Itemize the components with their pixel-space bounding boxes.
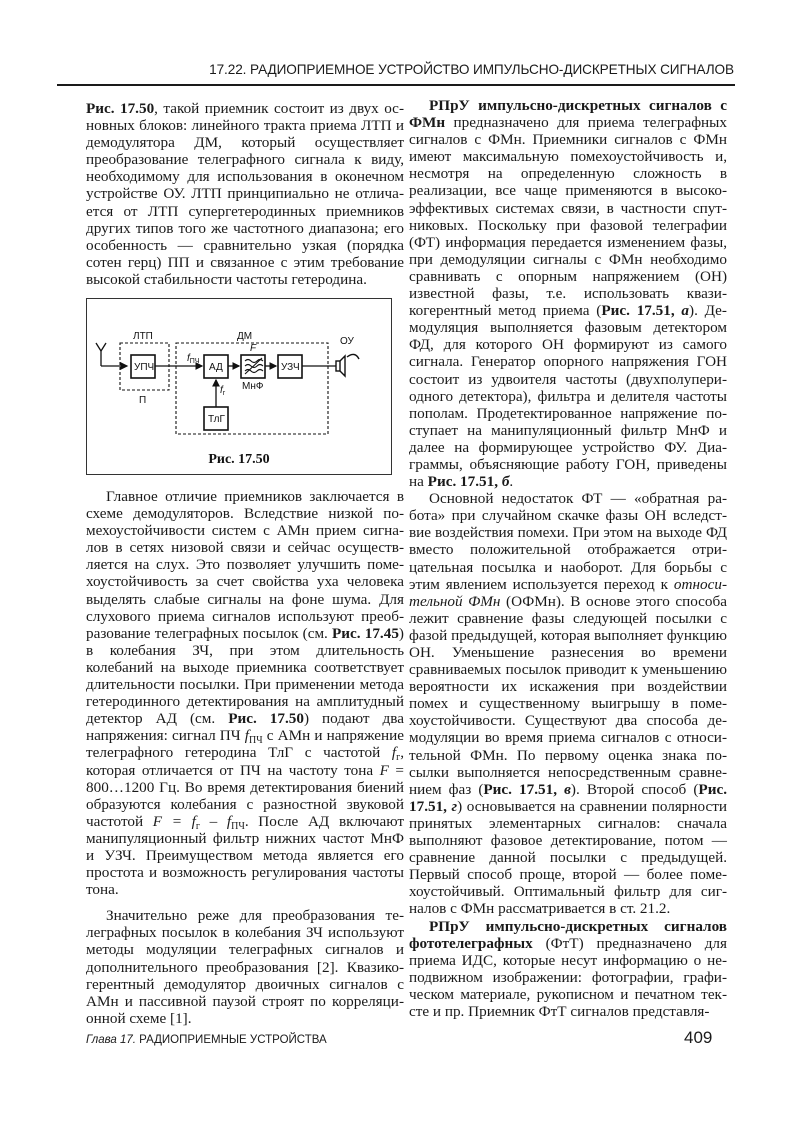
footer-chapter: Глава 17. РАДИОПРИЕМНЫЕ УСТРОЙСТВА <box>86 1034 327 1046</box>
paragraph-phototelegraph: РПрУ импульсно-дискретных сигналов фототелеграфных (ФтТ) предназначено для приема ИДС, которые несут информацию о неподвижном изображении: фотографии, графическом материале, рукописном и печатном тексте и пр. Приемник ФтТ сигналов представля- <box>409 917 727 1020</box>
paragraph-demodulators: Главное отличие приемников заключается в схеме демодуляторов. Вследствие низкой помехоустойчивости систем с АМн прием сигналов в сетях низовой связи и сейчас осуществляется на слух. Это позволяет улучшить помехоустойчивость за счет свойства уха человека выделять слабые сигналы на фоне шума. Для слухового приема сигналов используют преобразование телеграфных посылок (см. Рис. 17.45) в колебания ЗЧ, при этом длительность колебаний на выходе приемника соответствует длительности посылки. При применении метода гетеродинного детектирования на амплитудный детектор АД (см. Рис. 17.50) подают два напряжения: сигнал ПЧ $f_{ПЧ}$ с АМн и напряжение телеграфного гетеродина ТлГ с частотой $f_г$, которая отличается от ПЧ на частоту тона F = 800…1200 Гц. Во время детектирования биений образуются колебания с разностной звуковой частотой $F = f_г - f_{ПЧ}$. После АД включают манипуляционный фильтр нижних частот МнФ и УЗЧ. Преимуществом метода является его простота и возможность регулирования частоты тона. <box>86 488 405 899</box>
ltp-label: ЛТП <box>133 331 153 342</box>
page-number: 409 <box>684 1028 713 1047</box>
antenna-icon <box>96 343 127 366</box>
upch-label: УПЧ <box>134 362 155 373</box>
paragraph-modulation-methods: Значительно реже для преобразования телеграфных посылок в колебания ЗЧ используют методы модуляции телеграфных сигналов и дополнительного преобразования [2]. Квазикогерентный демодулятор двоичных сигналов с АМн и пассивной паузой строят по корреляционной схеме [1]. <box>86 907 404 1027</box>
dm-label: ДМ <box>237 331 253 342</box>
uzch-label: УЗЧ <box>281 362 300 373</box>
ad-label: АД <box>209 362 223 373</box>
figure-caption: Рис. 17.50 <box>208 452 270 467</box>
running-header: 17.22. РАДИОПРИЕМНОЕ УСТРОЙСТВО ИМПУЛЬСНО-ДИСКРЕТНЫХ СИГНАЛОВ <box>209 62 734 77</box>
paragraph-ft-drawback: Основной недостаток ФТ — «обратная работа» при случайном скачке фазы ОН вследствие воздействия помехи. При этом на выходе ФД вместо положительной отображается отрицательная посылка и наоборот. Для борьбы с этим явлением используется переход к относительной ФМн (ОФМн). В основе этого способа лежит сравнение фазы следующей посылки с фазой предыдущей, которая выполняет функцию ОН. Уменьшение разнесения во времени сравниваемых посылок приводит к уменьшению вероятности их искажения при воздействии помех и существенному выигрышу в помехоустойчивости. Существуют два способа демодуляции во время приема сигналов с относительной ФМн. По первому оценка знака посылки выполняется непосредственным сравнением фаз (Рис. 17.51, в). Второй способ (Рис. 17.51, г) основывается на сравнении полярности принятых элементарных сигналов: сначала выполняют фазовое детектирование, потом — сравнение данной посылки с предыдущей. Первый способ проще, второй — более помехоустойчивый. Оптимальный фильтр для сигналов с ФМн рассматривается в ст. 21.2. <box>409 490 727 918</box>
ou-label: ОУ <box>340 336 354 347</box>
left-column-lower <box>86 488 404 1027</box>
F-label: F <box>250 343 257 354</box>
header-rule <box>57 84 735 86</box>
right-column <box>409 97 727 1020</box>
p-label: П <box>139 395 147 406</box>
paragraph-intro: Рис. 17.50, такой приемник состоит из двух основных блоков: линейного тракта приема ЛТП и демодулятора ДМ, который осуществляет преобразование телеграфного сигнала к виду, необходимому для использования в оконечном устройстве ОУ. ЛТП принципиально не отличается от ЛТП супергетеродинных приемников других типов того же частотного диапазона; его особенность — сравнительно узкая (порядка сотен герц) ПП и связанное с этим требование высокой стабильности частоты гетеродина. <box>86 100 404 288</box>
mnf-label: МнФ <box>242 381 264 392</box>
paragraph-fmn-receiver: РПрУ импульсно-дискретных сигналов с ФМн предназначено для приема телеграфных сигналов с ФМн. Приемники сигналов с ФМн имеют максимальную помехоустойчивость и, несмотря на определенную сложность в реализации, все чаще применяются в высокоэффективых системах связи, в частности спутниковых. Поскольку при фазовой телеграфии (ФТ) информация передается изменением фазы, при демодуляции сигналы с ФМн необходимо сравнивать с опорным напряжением (ОН) известной фазы, т.е. использовать квазикогерентный метод приема (Рис. 17.51, а). Демодуляция выполняется фазовым детектором ФД, для которого ОН формируют из самого сигнала. Генератор опорного напряжения ГОН состоит из удвоителя частоты (двухполупериодного детектора), фильтра и делителя частоты пополам. Продетектированное напряжение поступает на манипуляционный фильтр МнФ и далее на формирующее устройство ФУ. Диаграммы, объясняющие работу ГОН, приведены на Рис. 17.51, б. <box>409 97 727 491</box>
f-g-label: $f_г$ <box>220 385 226 397</box>
figure-ref: Рис. 17.50 <box>86 100 155 117</box>
f-pch-label: $f_{ПЧ}$ <box>187 353 200 365</box>
figure-17-50 <box>86 298 392 475</box>
tlg-label: ТлГ <box>208 414 225 425</box>
block-diagram <box>87 299 393 476</box>
left-column <box>86 100 404 288</box>
speaker-icon <box>336 354 359 376</box>
